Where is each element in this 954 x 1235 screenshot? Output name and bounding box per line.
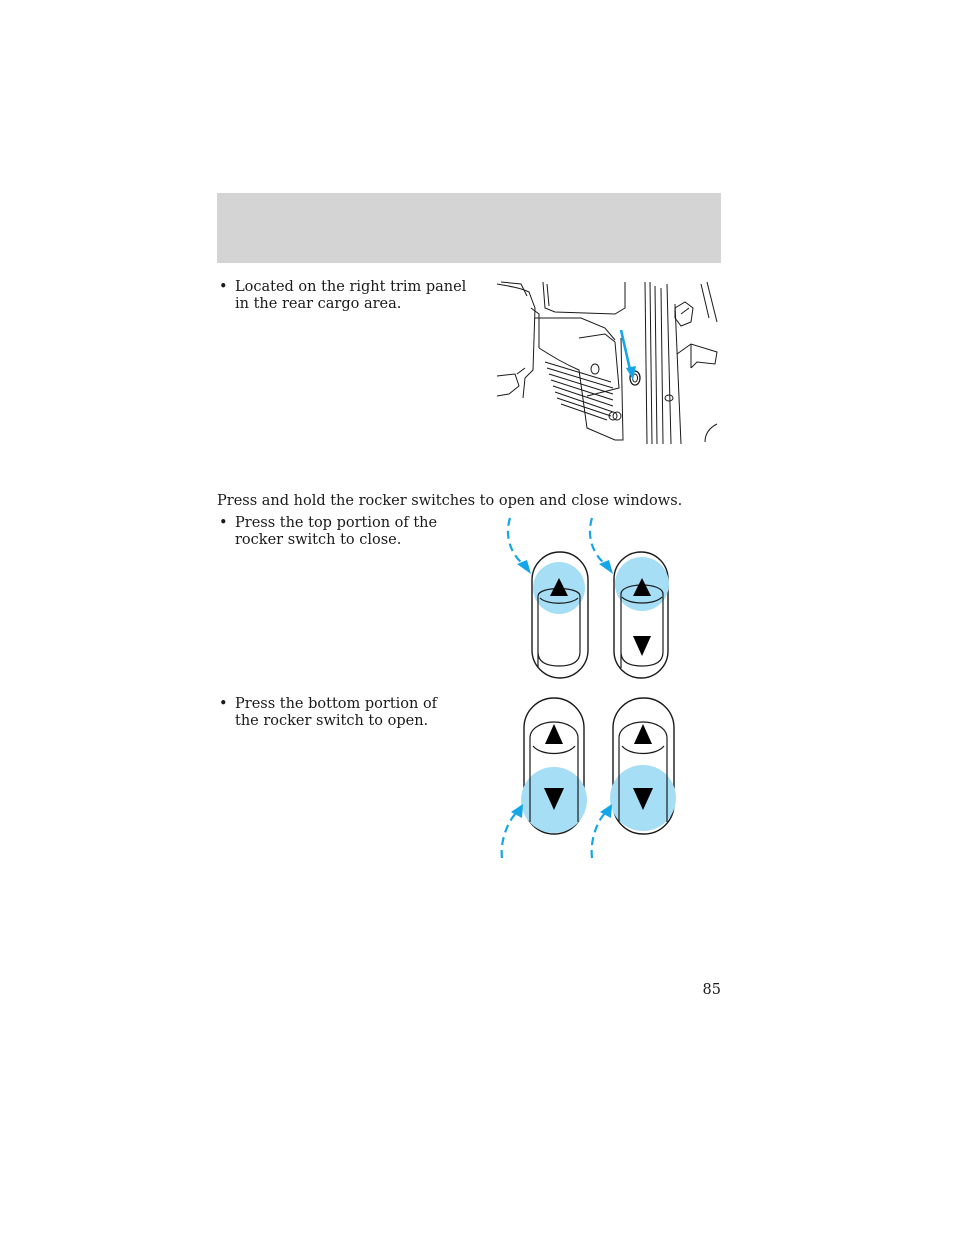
cargo-area-illustration — [495, 278, 721, 448]
close-instruction-text: Press the top portion of the rocker switch to close. — [235, 515, 438, 548]
bullet-marker: • — [219, 279, 228, 295]
page-number: 85 — [702, 982, 721, 998]
location-text: Located on the right trim panel in the rear cargo area. — [235, 279, 467, 312]
section-header-band — [217, 193, 721, 263]
dashed-arrow-icon — [508, 518, 523, 564]
dashed-arrow-icon — [590, 518, 605, 564]
instruction-text: Press and hold the rocker switches to open and close windows. — [217, 493, 683, 509]
bullet-marker: • — [219, 515, 228, 531]
open-switches-illustration — [495, 694, 695, 866]
dashed-arrow-icon — [502, 812, 517, 858]
dashed-arrow-icon — [592, 812, 606, 858]
open-instruction-text: Press the bottom portion of the rocker switch to open. — [235, 696, 438, 729]
bullet-marker: • — [219, 696, 228, 712]
close-switches-illustration — [495, 512, 695, 684]
